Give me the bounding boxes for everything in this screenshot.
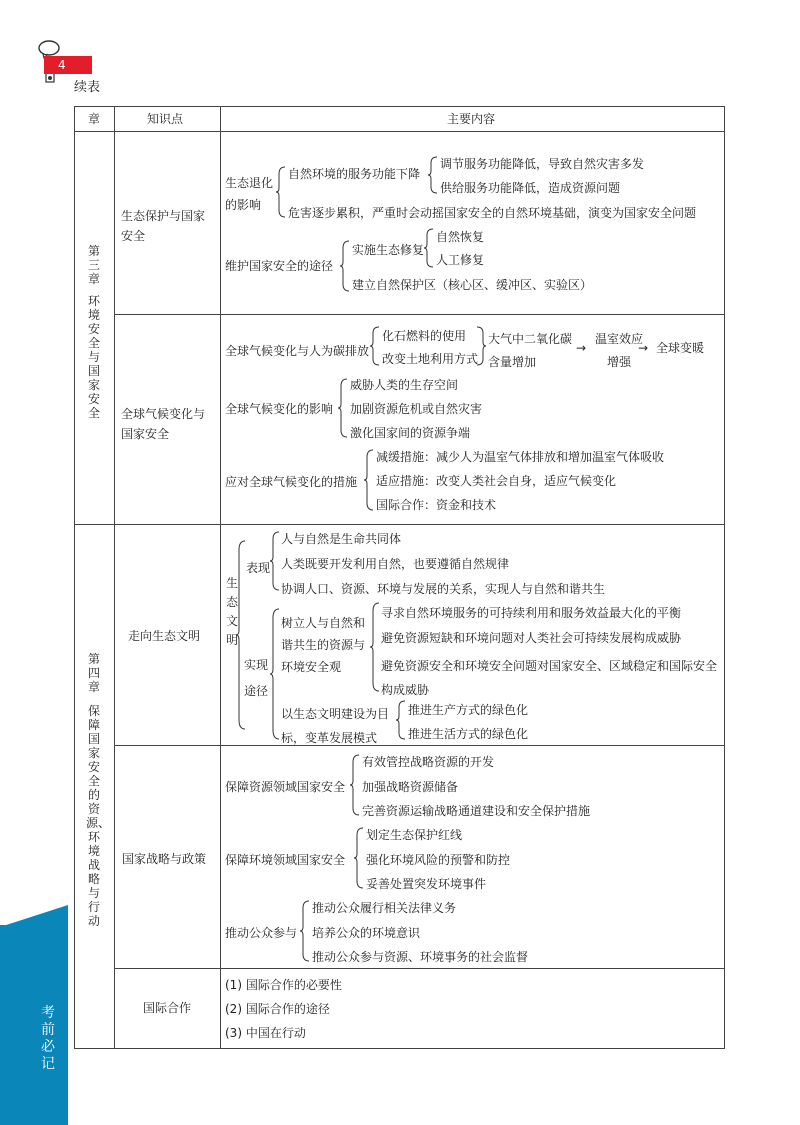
resource-3: 完善资源运输战略通道建设和安全保护措施 (362, 804, 591, 818)
goal-2: 推进生活方式的绿色化 (408, 727, 529, 741)
goal-1: 推进生产方式的绿色化 (408, 703, 529, 717)
harm: 危害逐步累积，严重时会动摇国家安全的自然环境基础，演变为国家安全问题 (288, 206, 697, 220)
supply-decline: 供给服务功能降低，造成资源问题 (440, 181, 621, 195)
brace (354, 827, 364, 889)
brace (300, 900, 310, 962)
greenhouse: 温室效应增强 (594, 332, 643, 369)
page-number: 4 (58, 58, 66, 72)
brace (428, 156, 438, 194)
side-tab (0, 925, 68, 1125)
impact-competition: 激化国家间的资源争端 (350, 426, 471, 440)
eco-civ-label: 生态文明 (225, 576, 238, 647)
view-2: 避免资源短缺和环境问题对人类社会可持续发展构成威胁 (381, 631, 682, 645)
intl-3: (3) 中国在行动 (225, 1026, 306, 1040)
brace (338, 378, 348, 438)
chapter3-label: 第三章 (87, 244, 100, 286)
brace (276, 166, 286, 218)
service-decline: 自然环境的服务功能下降 (288, 167, 421, 181)
resource-label: 保障资源领域国家安全 (225, 780, 346, 794)
header-topic: 知识点 (147, 112, 184, 126)
brace (396, 700, 406, 740)
impact-crisis: 加剧资源危机或自然灾害 (350, 402, 483, 416)
manifest-2: 人类既要开发利用自然，也要遵循自然规律 (281, 557, 510, 571)
brace (370, 602, 380, 692)
artificial: 人工修复 (436, 253, 485, 267)
header-content: 主要内容 (447, 112, 496, 126)
topic-eco-civ: 走向生态文明 (128, 629, 201, 643)
header-chapter: 章 (88, 112, 101, 126)
security-view: 树立人与自然和谐共生的资源与环境安全观 (281, 616, 366, 674)
measure-mitigate: 减缓措施：减少人为温室气体排放和增加温室气体吸收 (376, 450, 665, 464)
public-2: 培养公众的环境意识 (312, 926, 421, 940)
intl-1: (1) 国际合作的必要性 (225, 978, 342, 992)
eco-degradation-label: 生态退化的影响 (225, 176, 274, 212)
continued-label: 续表 (74, 80, 101, 95)
topic-climate: 全球气候变化与国家安全 (121, 407, 206, 441)
environment-2: 强化环境风险的预警和防控 (366, 853, 511, 867)
environment-1: 划定生态保护红线 (366, 828, 463, 842)
arrow: → (576, 341, 587, 355)
carbon-label: 全球气候变化与人为碳排放 (225, 344, 370, 358)
arrow: → (638, 341, 649, 355)
intl-2: (2) 国际合作的途径 (225, 1002, 330, 1016)
reg-decline: 调节服务功能降低，导致自然灾害多发 (440, 157, 645, 171)
restore: 实施生态修复 (352, 243, 425, 257)
topic-intl: 国际合作 (143, 1001, 192, 1015)
goal: 以生态文明建设为目标，变革发展模式 (281, 707, 390, 745)
topic-strategy: 国家战略与政策 (122, 852, 207, 866)
side-tab-corner (0, 905, 68, 927)
manifest-1: 人与自然是生命共同体 (281, 532, 402, 546)
chapter4-label: 第四章 (87, 652, 100, 694)
chapter4-title: 保障国家安全的资源、环境战略与行动 (86, 704, 111, 928)
land: 改变土地利用方式 (382, 352, 479, 366)
topic-eco-protect: 生态保护与国家安全 (121, 209, 206, 243)
warming: 全球变暖 (656, 341, 705, 355)
environment-3: 妥善处置突发环境事件 (366, 877, 487, 891)
co2-increase: 大气中二氧化碳含量增加 (488, 332, 573, 369)
brace (270, 608, 280, 740)
side-tab-label: 考前必记 (41, 1005, 55, 1072)
brace (340, 240, 350, 292)
natural: 自然恢复 (436, 230, 485, 244)
resource-2: 加强战略资源储备 (362, 780, 459, 794)
view-3: 避免资源安全和环境安全问题对国家安全、区域稳定和国际安全构成威胁 (381, 659, 718, 697)
view-1: 寻求自然环境服务的可持续利用和服务效益最大化的平衡 (381, 606, 682, 620)
environment-label: 保障环境领域国家安全 (225, 853, 346, 867)
brace (270, 531, 280, 591)
brace (424, 228, 434, 268)
reserve: 建立自然保护区（核心区、缓冲区、实验区） (352, 278, 593, 292)
public-1: 推动公众履行相关法律义务 (312, 901, 457, 915)
public-3: 推动公众参与资源、环境事务的社会监督 (312, 950, 529, 964)
impact-label: 全球气候变化的影响 (225, 402, 334, 416)
fossil: 化石燃料的使用 (382, 329, 467, 343)
manifest-3: 协调人口、资源、环境与发展的关系，实现人与自然和谐共生 (281, 582, 606, 596)
maintain-label: 维护国家安全的途径 (225, 259, 334, 273)
path-label: 实现途径 (244, 658, 269, 698)
brace (370, 326, 380, 366)
chapter3-title: 环境安全与国家安全 (87, 294, 100, 420)
public-label: 推动公众参与 (225, 926, 298, 940)
measure-adapt: 适应措施：改变人类社会自身，适应气候变化 (376, 474, 617, 488)
brace-right (476, 326, 486, 366)
brace (364, 449, 374, 511)
impact-space: 威胁人类的生存空间 (350, 378, 459, 392)
measure-coop: 国际合作：资金和技术 (376, 498, 497, 512)
resource-1: 有效管控战略资源的开发 (362, 755, 495, 769)
measures-label: 应对全球气候变化的措施 (225, 475, 358, 489)
manifest-label: 表现 (246, 561, 271, 575)
brace (350, 754, 360, 816)
